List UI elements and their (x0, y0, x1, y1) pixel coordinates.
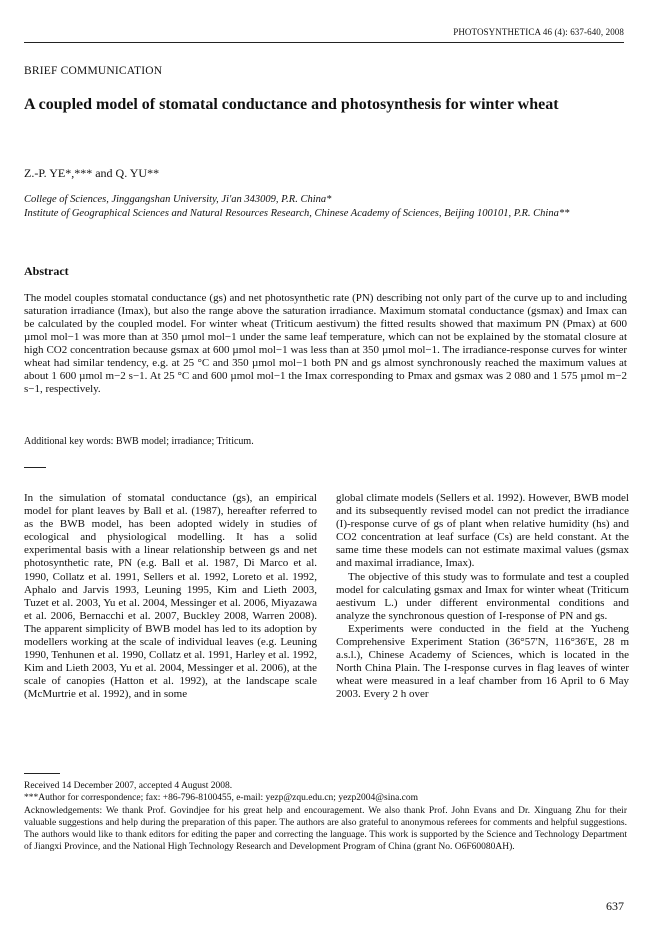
affiliations (24, 193, 604, 221)
received-date: Received 14 December 2007, accepted 4 August 2008. (24, 781, 233, 791)
footnotes (24, 780, 627, 854)
body-column-left (24, 492, 317, 702)
keywords: Additional key words: BWB model; irradiance; Triticum. (24, 436, 254, 447)
paper-title: A coupled model of stomatal conductance and photosynthesis for winter wheat (24, 96, 559, 113)
body-paragraph: The objective of this study was to formulate and test a coupled model for calculating gsmax and Imax for winter wheat (Triticum aestivum L.) under different environmental conditions and analyze the synchronous question of I-response of PN and gs. (336, 570, 629, 622)
acknowledgements: Acknowledgements: We thank Prof. Govindjee for his great help and encouragement. We also thank Prof. John Evans and Dr. Xinguang Zhu for their valuable suggestions and help during the preparation of this paper. The authors are also grateful to anonymous referees for comments and helpful suggestions. The authors would like to thank editors for editing the paper and correcting the language. This work is supported by the Science and Technology Department of Jiangxi Province, and the National High Technology Research and Development Program of China (grant No. O6F60080AH). (24, 805, 627, 853)
body-paragraph: In the simulation of stomatal conductance (gs), an empirical model for plant leaves by Ball et al. (1987), hereafter referred to as the BWB model, has been adopted widely in studies of ecological and physiological modelling. It has a solid experimental basis with a linear relationship between gs and net photosynthetic rate, PN (e.g. Ball et al. 1987, Di Marco et al. 1990, Collatz et al. 1991, Sellers et al. 1992, Loreto et al. 1992, Aphalo and Jarvis 1993, Leuning 1995, Kim and Lieth 2003, Tuzet et al. 2003, Yu et al. 2004, Messinger et al. 2006, Miyazawa et al. 2006, Bernacchi et al. 2007, Buckley 2008, Warren 2008). The apparent simplicity of BWB model has led to its adoption by modellers working at the scale of individual leaves (e.g. Leuning 1990, Tenhunen et al. 1990, Collatz et al. 1991, Harley et al. 1992, Kim and Lieth 2003, Yu et al. 2004, Messinger et al. 2006), at the scale of canopies (Hatton et al. 1992), at the landscape scale (McMurtrie et al. 1992), and in some (24, 492, 317, 701)
abstract-heading: Abstract (24, 264, 69, 278)
body-paragraph: global climate models (Sellers et al. 1992). However, BWB model and its subsequently revised model can not predict the irradiance (I)-response curve of gs of plant when relative humidity (hs) and CO2 concentration at leaf surface (Cs) are held constant. At the same time these models can not estimate maximal values (gsmax and maximal irradiance, Imax). (336, 492, 629, 570)
body-paragraph: Experiments were conducted in the field at the Yucheng Comprehensive Experiment Station (36°57'N, 116°36'E, 28 m a.s.l.), Chinese Academy of Sciences, which is located in the North China Plain. The I-response curves in flag leaves of winter wheat were measured in a leaf chamber from 16 April to 6 May 2003. Every 2 h over (336, 622, 629, 701)
correspondence-note: ***Author for correspondence; fax: +86-796-8100455, e-mail: yezp@zqu.edu.cn; yezp2004@sina.com (24, 793, 419, 804)
affiliation-2: Institute of Geographical Sciences and Natural Resources Research, Chinese Academy of Sciences, Beijing 100101, P.R. China** (24, 208, 570, 219)
page-number: 637 (606, 899, 624, 913)
section-separator (24, 467, 46, 468)
journal-citation: PHOTOSYNTHETICA 46 (4): 637-640, 2008 (453, 27, 624, 37)
footnote-rule (24, 773, 60, 774)
abstract-text: The model couples stomatal conductance (gs) and net photosynthetic rate (PN) describing not only part of the curve up to and including saturation irradiance (Imax), but also the range above the saturation irradiance. Maximum stomatal conductance (gsmax) and Imax can be calculated by the coupled model. For winter wheat (Triticum aestivum) the fitted results showed that maximum PN (Pmax) at 600 µmol mol−1 was more than at 350 µmol mol−1 under the same leaf temperature, which can not be explained by the stomatal closure at high CO2 concentration because gsmax at 600 µmol mol−1 was less than at 350 µmol mol−1. The irradiance-response curves for winter wheat had similar tendency, e.g. at 25 °C and 350 µmol mol−1 both PN and gs almost synchronously reached the maximum values at about 1 600 µmol m−2 s−1. At 25 °C and 600 µmol mol−1 the Imax corresponding to Pmax and gsmax was 2 080 and 1 575 µmol m−2 s−1, respectively. (24, 292, 627, 395)
affiliation-1: College of Sciences, Jinggangshan University, Ji'an 343009, P.R. China* (24, 194, 332, 205)
header-rule (24, 42, 624, 43)
section-label: BRIEF COMMUNICATION (24, 65, 163, 77)
author-list: Z.-P. YE*,*** and Q. YU** (24, 166, 160, 180)
body-column-right (336, 492, 629, 702)
